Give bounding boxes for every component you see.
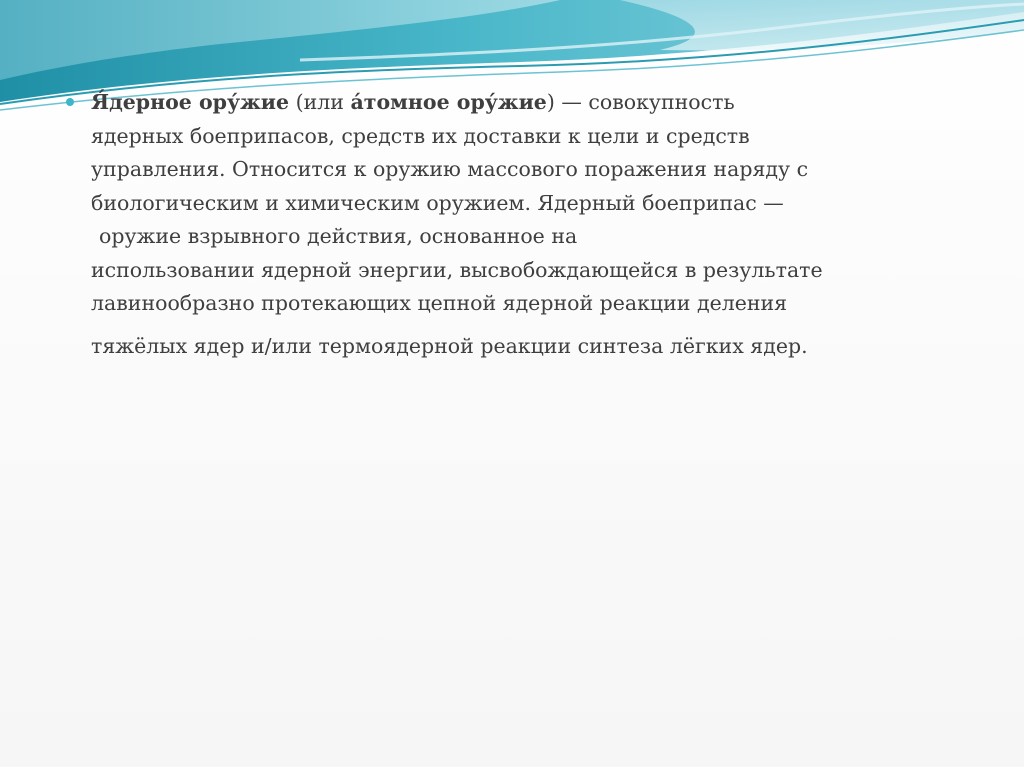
line-7: лавинообразно протекающих цепной ядерной реакции деления	[91, 291, 788, 315]
slide-content	[66, 86, 966, 363]
line-4: биологическим и химическим оружием. Ядерный боеприпас —	[91, 190, 784, 215]
line-1: Я́дерное ору́жие (или а́томное ору́жие) — совокупность	[91, 90, 735, 114]
line-5: оружие взрывного действия, основанное на	[99, 224, 578, 248]
term-nuclear-weapon: Я́дерное ору́жие	[91, 90, 290, 114]
line-6: использовании ядерной энергии, высвобождающейся в результате	[91, 257, 823, 282]
line-2: ядерных боеприпасов, средств их доставки к цели и средств	[91, 123, 750, 148]
term-atomic-weapon: а́томное ору́жие	[350, 90, 547, 114]
line-3: управления. Относится к оружию массового поражения наряду с	[91, 157, 809, 181]
bullet-dot-icon	[66, 98, 74, 106]
line-8: тяжёлых ядер и/или термоядерной реакции синтеза лёгких ядер.	[91, 333, 808, 358]
bullet-text	[91, 86, 966, 363]
bullet-item	[66, 86, 966, 363]
